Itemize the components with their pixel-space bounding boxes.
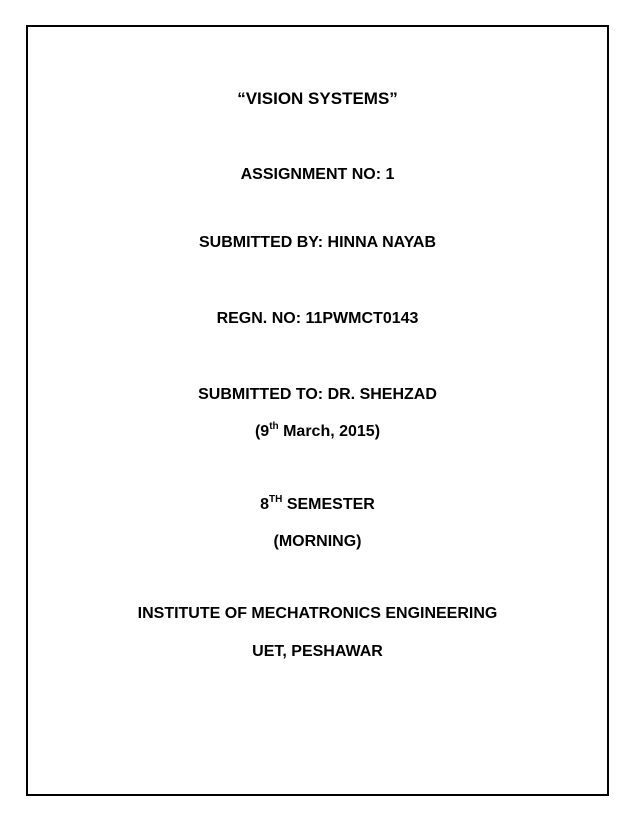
submission-date bbox=[26, 422, 609, 442]
registration-number: REGN. NO: 11PWMCT0143 bbox=[216, 310, 419, 327]
page-border bbox=[26, 25, 609, 796]
date-day-suffix: th bbox=[269, 420, 279, 432]
date-month-year: March, 2015) bbox=[278, 423, 381, 440]
university-name: UET, PESHAWAR bbox=[252, 643, 383, 660]
institute-name: INSTITUTE OF MECHATRONICS ENGINEERING bbox=[137, 605, 498, 622]
semester bbox=[26, 495, 609, 515]
date-day: (9 bbox=[254, 423, 270, 440]
submitted-to: SUBMITTED TO: DR. SHEHZAD bbox=[198, 386, 437, 403]
submitted-by: SUBMITTED BY: HINNA NAYAB bbox=[198, 234, 437, 251]
semester-ordinal: TH bbox=[269, 493, 283, 505]
shift: (MORNING) bbox=[273, 533, 362, 550]
assignment-number: ASSIGNMENT NO: 1 bbox=[240, 166, 395, 183]
semester-number: 8 bbox=[260, 496, 270, 513]
semester-label: SEMESTER bbox=[282, 496, 375, 513]
document-title: “VISION SYSTEMS” bbox=[237, 89, 398, 108]
